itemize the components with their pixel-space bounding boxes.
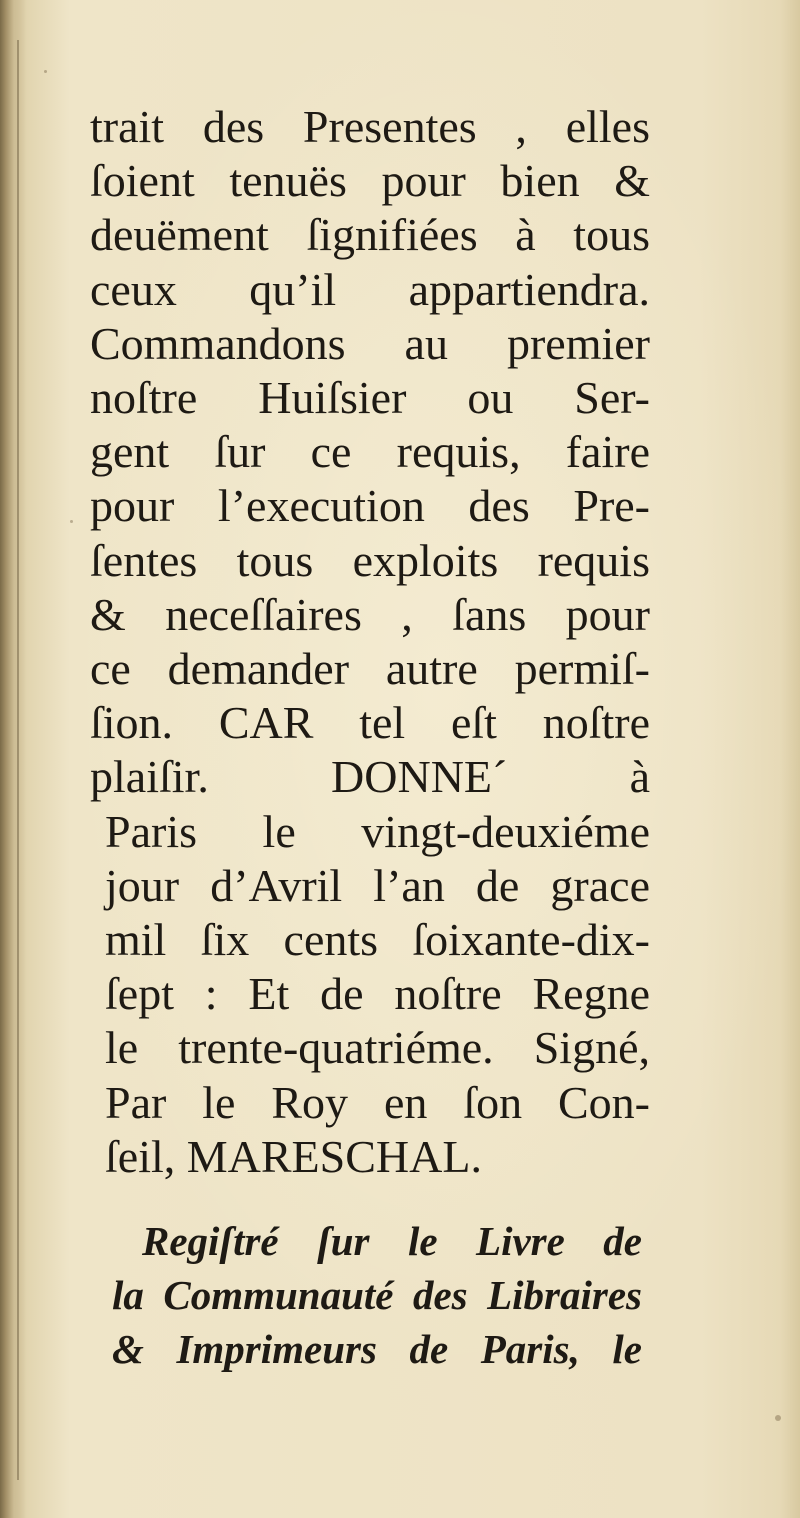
- registre-line: la Communauté des Libraires: [112, 1272, 642, 1318]
- gutter-fold-line: [17, 40, 19, 1480]
- text-line: jour d’Avril l’an de grace: [105, 859, 650, 911]
- privilege-text-block: [90, 100, 650, 1184]
- paper-speck: [44, 70, 47, 73]
- text-line: Commandons au premier: [90, 317, 650, 369]
- text-line: le trente-quatriéme. Signé,: [105, 1022, 650, 1074]
- text-line: ſentes tous exploits requis: [90, 534, 650, 586]
- text-line: Par le Roy en ſon Con-: [105, 1076, 650, 1128]
- text-line: ſeil, MARESCHAL.: [105, 1130, 482, 1182]
- registration-note: [112, 1214, 642, 1376]
- text-line: trait des Presentes , elles: [90, 101, 650, 152]
- text-line: deuëment ſignifiées à tous: [90, 209, 650, 261]
- text-line: & neceſſaires , ſans pour: [90, 588, 650, 640]
- registre-line: & Imprimeurs de Paris, le: [112, 1326, 642, 1372]
- text-line: plaiſir. DONNE´ à: [90, 751, 650, 803]
- paper-speck: [775, 1415, 781, 1421]
- text-line: ſept : Et de noſtre Regne: [105, 968, 650, 1020]
- text-line: ceux qu’il appartiendra.: [90, 263, 650, 315]
- page-gutter: [0, 0, 26, 1518]
- paper-speck: [70, 520, 73, 523]
- text-line: mil ſix cents ſoixante-dix-: [105, 914, 650, 966]
- text-line: pour l’execution des Pre-: [90, 480, 650, 532]
- text-line: ſoient tenuës pour bien &: [90, 155, 650, 207]
- registre-line: Regiſtré ſur le Livre de: [142, 1218, 642, 1264]
- text-line: Paris le vingt-deuxiéme: [105, 805, 650, 857]
- text-line: gent ſur ce requis, faire: [90, 426, 650, 478]
- text-line: ſion. CAR tel eſt noſtre: [90, 697, 650, 749]
- text-line: ce demander autre permiſ-: [90, 643, 650, 695]
- text-line: noſtre Huiſsier ou Ser-: [90, 372, 650, 424]
